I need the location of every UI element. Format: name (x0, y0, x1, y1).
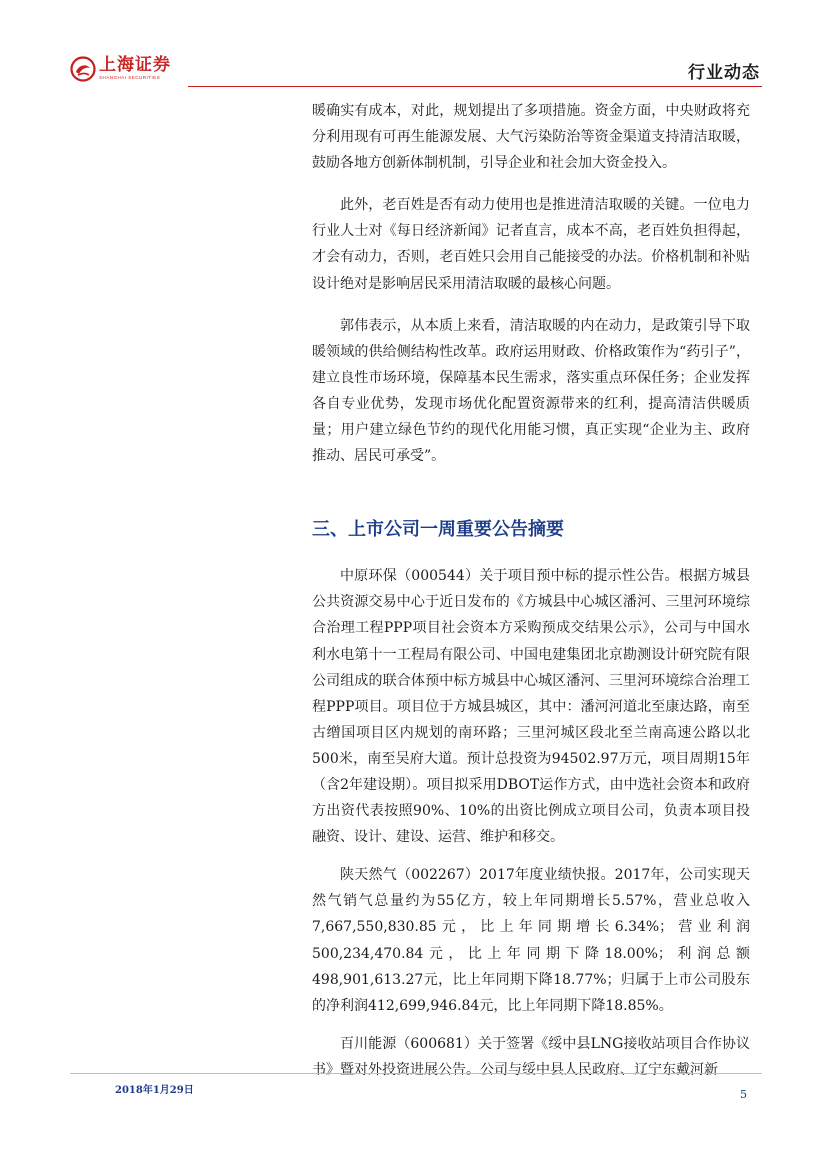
logo-wordmark (99, 57, 171, 81)
page-footer (70, 1073, 762, 1104)
body-paragraph-1: 暖确实有成本，对此，规划提出了多项措施。资金方面，中央财政将充分利用现有可再生能源发展、大气污染防治等资金渠道支持清洁取暖，鼓励各地方创新体制机制，引导企业和社会加大资金投入。 (312, 103, 750, 172)
page-number: 5 (740, 1088, 747, 1101)
logo-english-name: SHANGHAI SECURITIES (99, 75, 161, 81)
report-date: 2018年1月29日 (115, 1085, 194, 1096)
paragraph-spacer (312, 297, 750, 313)
section-spacer (312, 545, 750, 563)
announcement-paragraph-2: 陕天然气（002267）2017年度业绩快报。2017年，公司实现天然气销气总量约为55亿方，较上年同期增长5.57%，营业总收入7,667,550,830.85元，比上年同期增长6.34%；营业利润500,234,470.84元，比上年同期下降18.00%；利润总额498,901,613.27元，比上年同期下降18.77%；归属于上市公司股东的净利润412,699,946.84元，比上年同期下降18.85%。 (312, 867, 750, 1014)
paragraph-spacer (312, 850, 750, 862)
body-paragraph-2: 此外，老百姓是否有动力使用也是推进清洁取暖的关键。一位电力行业人士对《每日经济新闻》记者直言，成本不高，老百姓负担得起，才会有动力，否则，老百姓只会用自己能接受的办法。价格机制和补贴设计绝对是影响居民采用清洁取暖的最核心问题。 (312, 197, 750, 292)
body-paragraph-3: 郭伟表示，从本质上来看，清洁取暖的内在动力，是政策引导下取暖领域的供给侧结构性改革。政府运用财政、价格政策作为“药引子”，建立良性市场环境，保障基本民生需求，落实重点环保任务；企业发挥各自专业优势，发现市场优化配置资源带来的红利，提高清洁供暖质量；用户建立绿色节约的现代化用能习惯，真正实现“企业为主、政府推动、居民可承受”。 (312, 317, 750, 465)
paragraph-spacer (312, 1019, 750, 1031)
main-content (312, 98, 750, 1083)
section-heading: 三、上市公司一周重要公告摘要 (312, 519, 564, 541)
company-logo (70, 56, 171, 82)
report-section-label: 行业动态 (688, 63, 760, 83)
header-divider (188, 86, 762, 87)
page-header (70, 54, 762, 90)
announcement-paragraph-3: 百川能源（600681）关于签署《绥中县LNG接收站项目合作协议书》暨对外投资进展公告。公司与绥中县人民政府、辽宁东戴河新 (312, 1035, 750, 1078)
logo-name: 上海证券 (99, 55, 171, 76)
section-spacer (312, 469, 750, 515)
logo-emblem-icon (70, 56, 96, 82)
paragraph-spacer (312, 176, 750, 192)
announcement-paragraph-1: 中原环保（000544）关于项目预中标的提示性公告。根据方城县公共资源交易中心于近日发布的《方城县中心城区潘河、三里河环境综合治理工程PPP项目社会资本方采购预成交结果公示》，公司与中国水利水电第十一工程局有限公司、中国电建集团北京勘测设计研究院有限公司组成的联合体预中标方城县中心城区潘河、三里河环境综合治理工程PPP项目。项目位于方城县城区，其中：潘河河道北至康达路，南至古缯国项目区内规划的南环路；三里河城区段北至兰南高速公路以北500米，南至吴府大道。预计总投资为94502.97万元，项目周期15年（含2年建设期）。项目拟采用DBOT运作方式，由中选社会资本和政府方出资代表按照90%、10%的出资比例成立项目公司，负责本项目投融资、设计、建设、运营、维护和移交。 (312, 568, 750, 846)
